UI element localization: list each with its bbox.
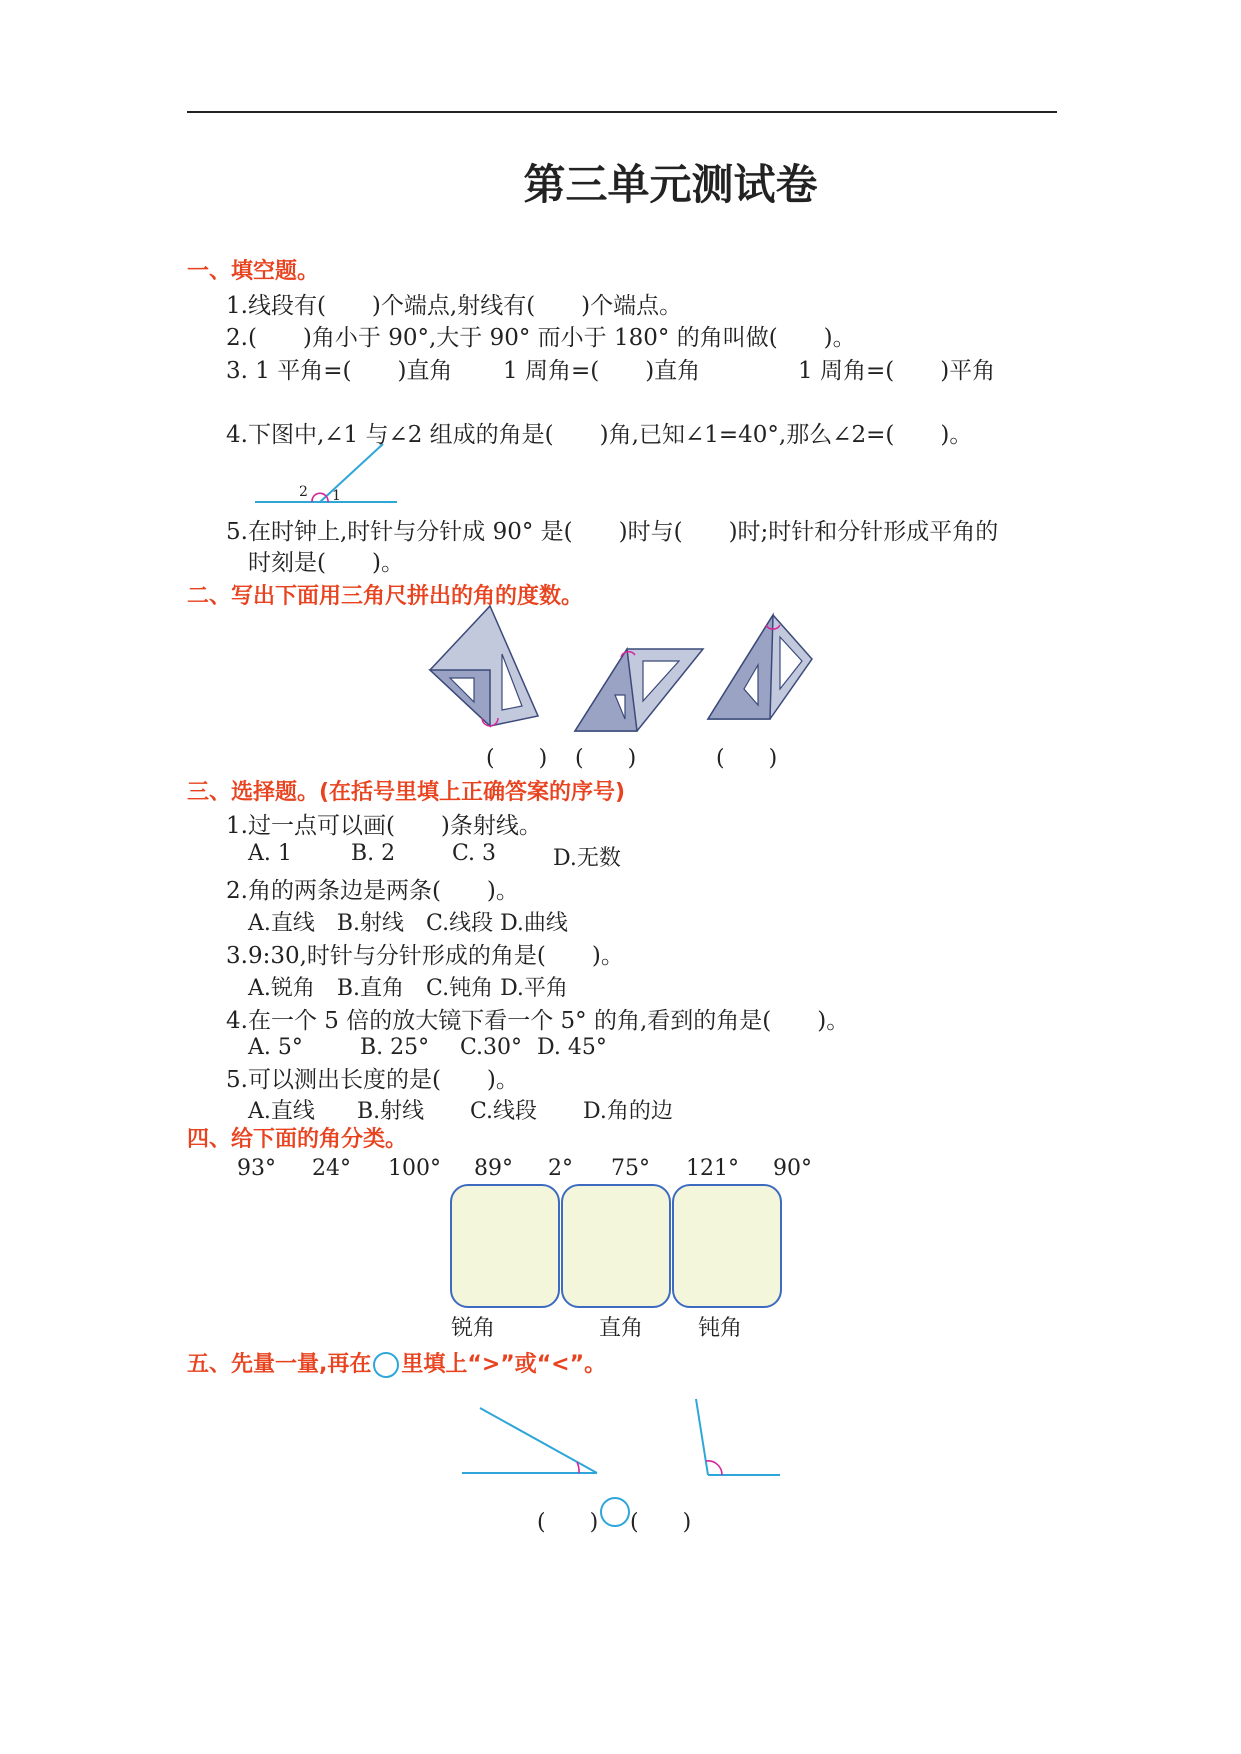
section5-heading — [187, 1347, 606, 1378]
s3-q4-option-a[interactable]: A. 5° — [248, 1035, 303, 1060]
s3-q1-option-b[interactable]: B. 2 — [351, 841, 396, 866]
obtuse-angle-box[interactable] — [672, 1184, 782, 1308]
angle-figure-right — [684, 1399, 784, 1479]
s3-q5-option-d[interactable]: D.角的边 — [583, 1099, 673, 1124]
page-title: 第三单元测试卷 — [523, 160, 818, 209]
s5-blank-right[interactable]: ( ) — [630, 1510, 692, 1535]
s3-q4-option-c[interactable]: C.30° — [460, 1035, 523, 1060]
angle-value: 90° — [773, 1156, 812, 1181]
s3-q4-option-d[interactable]: D. 45° — [537, 1035, 607, 1060]
s3-question-2: 2.角的两条边是两条( )。 — [226, 878, 519, 904]
category-label-obtuse: 钝角 — [698, 1316, 743, 1341]
angle-value: 100° — [388, 1156, 441, 1181]
section3-heading: 三、选择题。(在括号里填上正确答案的序号) — [187, 780, 626, 805]
triangle-set-3 — [708, 615, 813, 735]
section2-heading: 二、写出下面用三角尺拼出的角的度数。 — [187, 584, 584, 609]
s3-q5-option-a[interactable]: A.直线 — [248, 1099, 315, 1124]
s1-question-1: 1.线段有( )个端点,射线有( )个端点。 — [226, 293, 683, 319]
s1-question-3c: 1 周角=( )平角 — [798, 358, 996, 384]
angle-value: 121° — [686, 1156, 739, 1181]
s1-question-4: 4.下图中,∠1 与∠2 组成的角是( )角,已知∠1=40°,那么∠2=( )。 — [226, 422, 973, 448]
s3-q5-option-b[interactable]: B.射线 — [357, 1099, 425, 1124]
s3-q1-option-c[interactable]: C. 3 — [452, 841, 497, 866]
right-angle-box[interactable] — [561, 1184, 671, 1308]
angle-figure — [255, 440, 405, 505]
category-label-acute: 锐角 — [451, 1316, 496, 1341]
header-rule — [187, 111, 1057, 113]
category-label-right: 直角 — [599, 1316, 644, 1341]
s3-q1-option-a[interactable]: A. 1 — [248, 841, 292, 866]
s3-q3-options[interactable]: A.锐角 B.直角 C.钝角 D.平角 — [248, 976, 568, 1001]
s3-q5-option-c[interactable]: C.线段 — [470, 1099, 538, 1124]
s1-question-5-line2: 时刻是( )。 — [248, 550, 404, 576]
s3-question-5: 5.可以测出长度的是( )。 — [226, 1067, 519, 1093]
s2-blank-3[interactable]: ( ) — [716, 746, 778, 771]
s3-q4-option-b[interactable]: B. 25° — [360, 1035, 430, 1060]
triangle-set-2 — [575, 649, 705, 734]
angle-value: 24° — [312, 1156, 351, 1181]
s1-question-5-line1: 5.在时钟上,时针与分针成 90° 是( )时与( )时;时针和分针形成平角的 — [226, 519, 999, 545]
s3-question-4: 4.在一个 5 倍的放大镜下看一个 5° 的角,看到的角是( )。 — [226, 1008, 850, 1034]
angle-value: 89° — [474, 1156, 513, 1181]
section5-heading-pre: 五、先量一量,再在 — [187, 1352, 372, 1377]
angle-value: 75° — [611, 1156, 650, 1181]
s3-question-3: 3.9:30,时针与分针形成的角是( )。 — [226, 943, 624, 969]
s2-blank-2[interactable]: ( ) — [575, 746, 637, 771]
s1-question-3b: 1 周角=( )直角 — [503, 358, 701, 384]
angle-label-2: 2 — [299, 484, 308, 500]
section5-heading-post: 里填上“>”或“<”。 — [401, 1352, 607, 1377]
compare-circle-icon — [373, 1352, 399, 1378]
angle-figure-left — [462, 1408, 602, 1478]
s2-blank-1[interactable]: ( ) — [486, 746, 548, 771]
s1-question-3a: 3. 1 平角=( )直角 — [226, 358, 453, 384]
angle-label-1: 1 — [332, 488, 341, 504]
s3-q2-options[interactable]: A.直线 B.射线 C.线段 D.曲线 — [248, 911, 568, 936]
triangle-set-1 — [430, 606, 545, 731]
s5-blank-left[interactable]: ( ) — [537, 1510, 599, 1535]
section4-heading: 四、给下面的角分类。 — [187, 1127, 408, 1152]
s3-question-1: 1.过一点可以画( )条射线。 — [226, 813, 542, 839]
s3-q1-option-d[interactable]: D.无数 — [553, 846, 621, 871]
compare-circle-input[interactable] — [600, 1497, 630, 1527]
acute-angle-box[interactable] — [450, 1184, 560, 1308]
angle-value: 93° — [237, 1156, 276, 1181]
section1-heading: 一、填空题。 — [187, 259, 320, 284]
angle-value: 2° — [548, 1156, 573, 1181]
s1-question-2: 2.( )角小于 90°,大于 90° 而小于 180° 的角叫做( )。 — [226, 325, 856, 351]
